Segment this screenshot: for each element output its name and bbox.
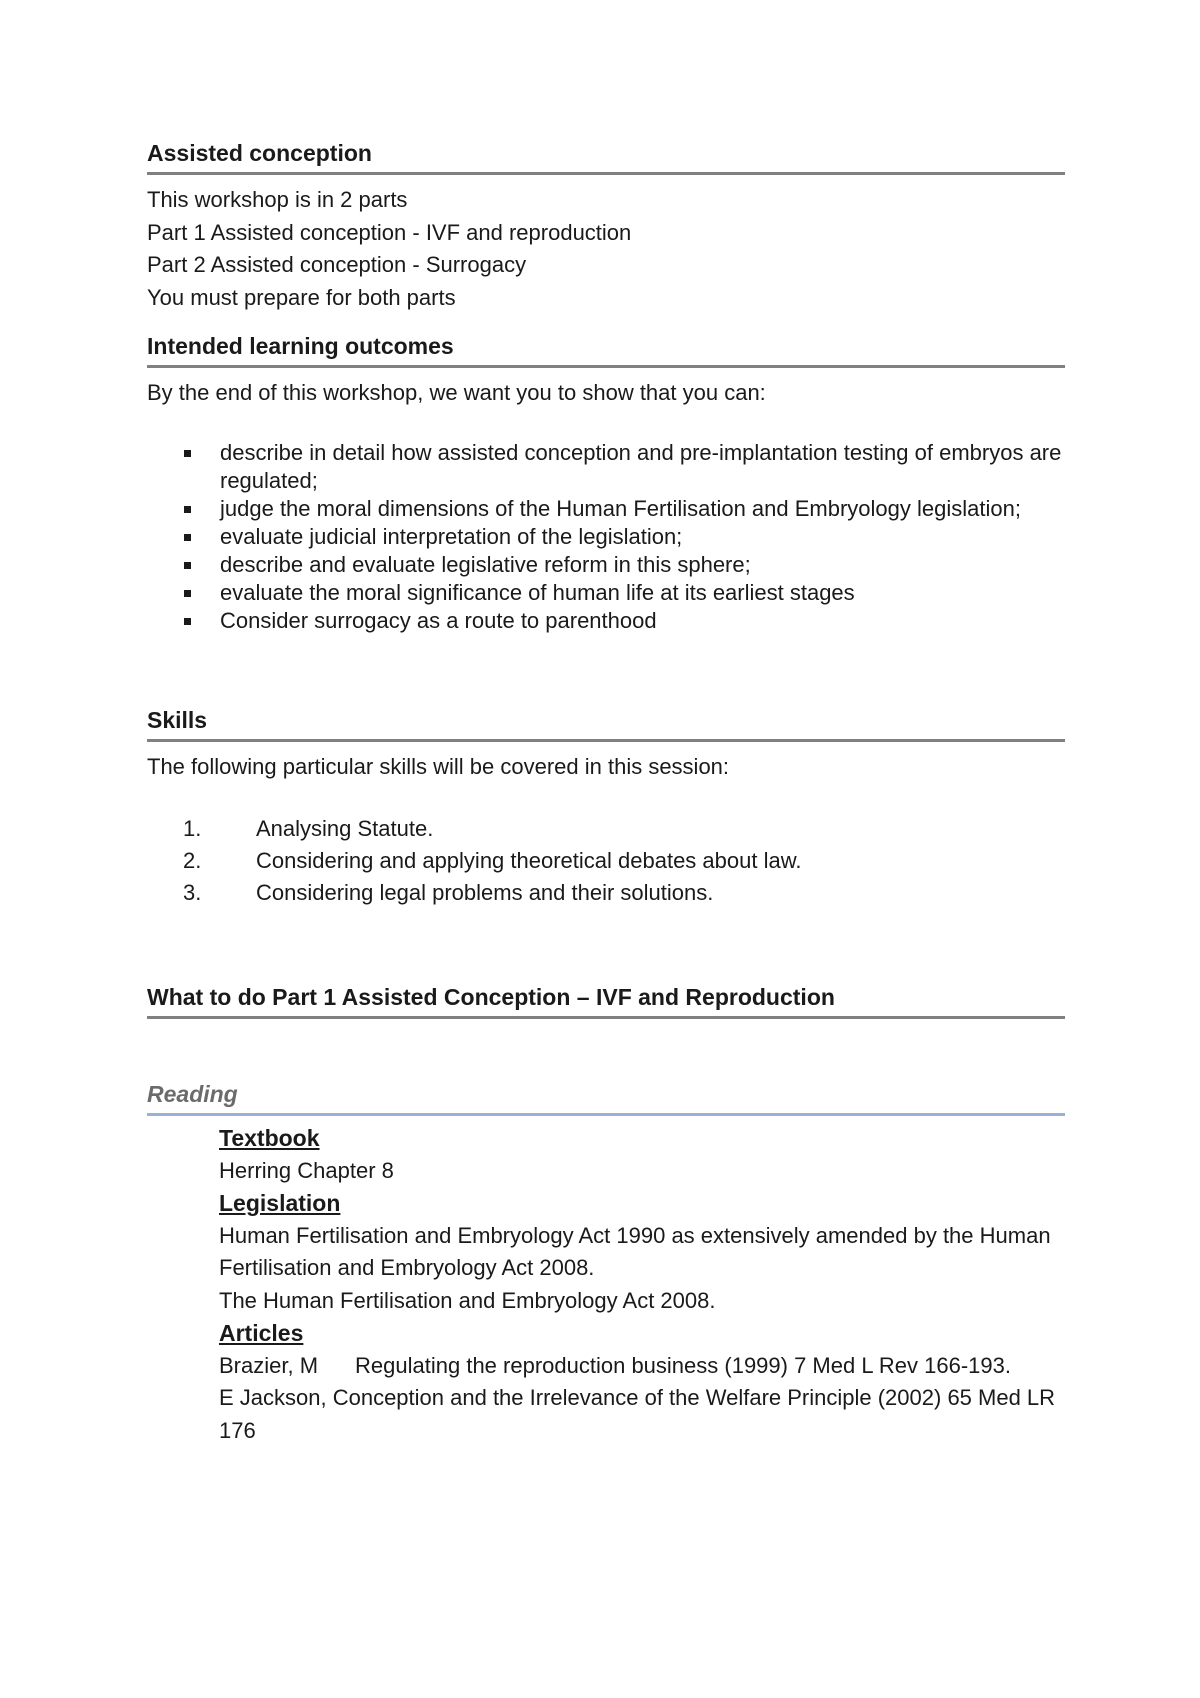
list-item-text: describe and evaluate legislative reform in this sphere; [220,552,751,577]
list-item-text: Analysing Statute. [256,816,434,841]
list-item-text: evaluate judicial interpretation of the legislation; [220,524,683,549]
list-item-text: Considering legal problems and their solutions. [256,880,714,905]
list-item [147,607,1065,635]
article-reference [219,1350,1065,1383]
bullet-icon [184,562,191,569]
legislation-reference: The Human Fertilisation and Embryology Act 2008. [219,1287,716,1313]
list-item [147,845,1065,877]
list-number: 2. [183,848,202,873]
intro-line-4: You must prepare for both parts [147,284,456,310]
article-title: Regulating the reproduction business (1999) 7 Med L Rev 166-193. [355,1352,1011,1378]
list-item-text: evaluate the moral significance of human life at its earliest stages [220,580,855,605]
legislation-label: Legislation [219,1190,341,1216]
bullet-icon [184,450,191,457]
list-item-text: describe in detail how assisted conception and pre-implantation testing of embryos are regulated; [220,440,1062,493]
list-item [147,877,1065,909]
reading-heading: Reading [147,1079,1065,1116]
list-item-text: judge the moral dimensions of the Human Fertilisation and Embryology legislation; [220,496,1021,521]
list-number: 3. [183,880,202,905]
bullet-icon [184,590,191,597]
bullet-icon [184,534,191,541]
list-item-text: Considering and applying theoretical debates about law. [256,848,802,873]
assisted-conception-heading: Assisted conception [147,138,1065,175]
list-item [147,813,1065,845]
textbook-label: Textbook [219,1125,320,1151]
article-author: Brazier, M [219,1352,319,1378]
intro-line-2: Part 1 Assisted conception - IVF and reproduction [147,219,632,245]
list-item [147,579,1065,607]
textbook-reference: Herring Chapter 8 [219,1157,394,1183]
intro-line-1: This workshop is in 2 parts [147,187,408,212]
list-item [147,551,1065,579]
skills-intro: The following particular skills will be covered in this session: [147,754,730,779]
bullet-icon [184,506,191,513]
bullet-icon [184,618,191,625]
skills-heading: Skills [147,705,1065,742]
reading-list [147,1122,1065,1447]
document-page [147,138,1065,1447]
list-item [147,523,1065,551]
list-item [147,439,1065,495]
learning-outcomes-heading: Intended learning outcomes [147,331,1065,368]
article-reference: E Jackson, Conception and the Irrelevance of the Welfare Principle (2002) 65 Med LR 176 [219,1385,1056,1443]
list-item [147,495,1065,523]
learning-outcomes-list [147,439,1065,635]
list-item-text: Consider surrogacy as a route to parenthood [220,608,657,633]
part1-heading: What to do Part 1 Assisted Conception – IVF and Reproduction [147,982,1065,1019]
list-number: 1. [183,816,202,841]
legislation-reference: Human Fertilisation and Embryology Act 1990 as extensively amended by the Human Fertilisation and Embryology Act 2008. [219,1222,1051,1280]
intro-line-3: Part 2 Assisted conception - Surrogacy [147,252,527,277]
skills-list [147,813,1065,909]
learning-outcomes-intro: By the end of this workshop, we want you to show that you can: [147,380,766,405]
articles-label: Articles [219,1320,304,1346]
